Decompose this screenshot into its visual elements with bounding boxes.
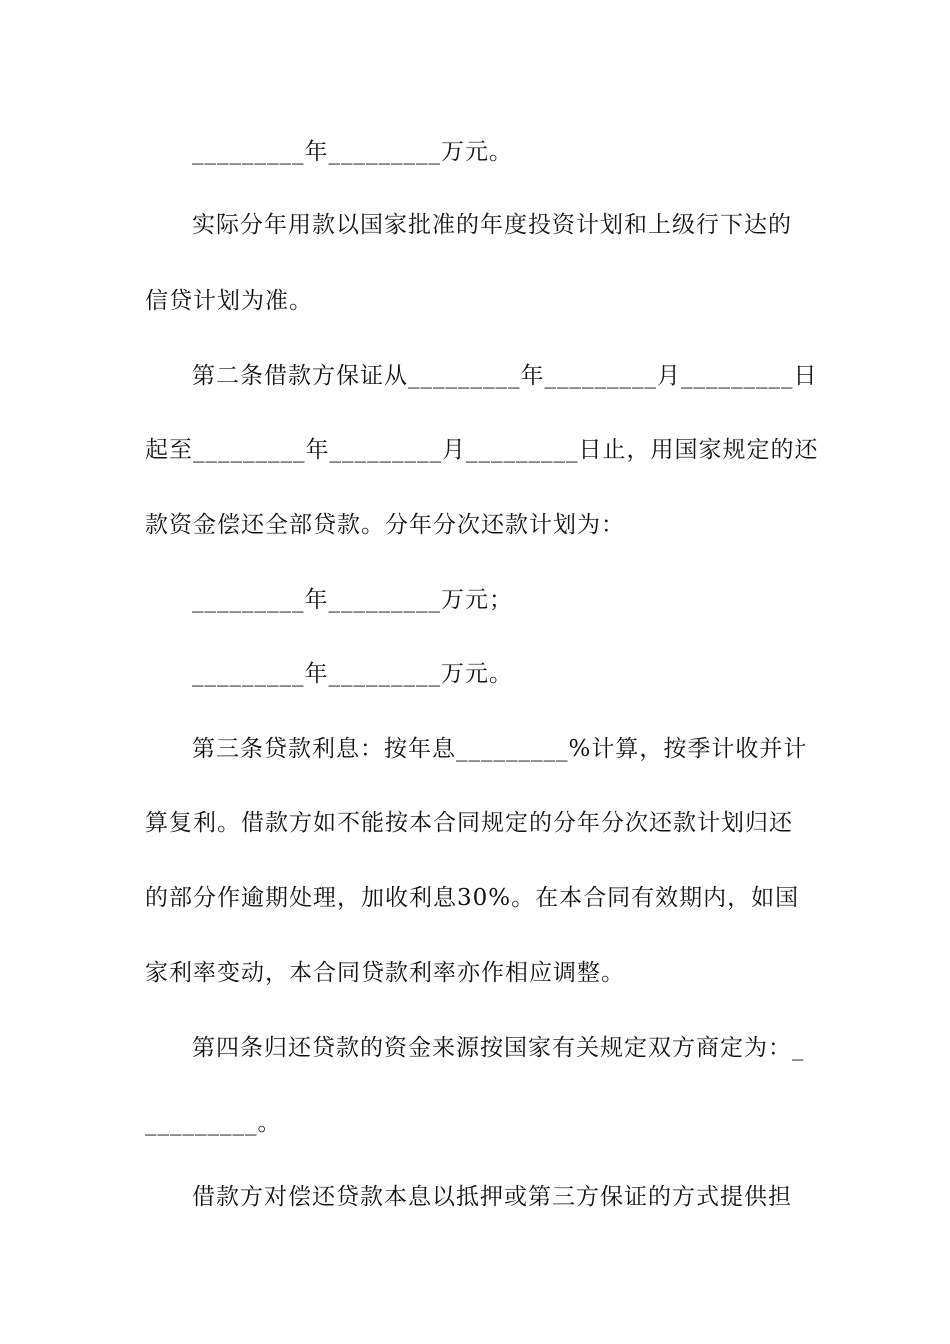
paragraph-line xyxy=(0,356,950,396)
paragraph-line xyxy=(0,803,950,843)
paragraph-line xyxy=(0,729,950,769)
line-text: 第四条归还贷款的资金来源按国家有关规定双方商定为：_ xyxy=(192,1035,805,1061)
paragraph-line xyxy=(0,1103,950,1143)
paragraph-line xyxy=(0,953,950,993)
paragraph-line xyxy=(0,580,950,620)
line-text: 借款方对偿还贷款本息以抵押或第三方保证的方式提供担 xyxy=(192,1184,792,1210)
line-text: 信贷计划为准。 xyxy=(145,288,313,314)
paragraph-line xyxy=(0,654,950,694)
line-text: 实际分年用款以国家批准的年度投资计划和上级行下达的 xyxy=(192,212,792,238)
line-text: 的部分作逾期处理，加收利息30%。在本合同有效期内，如国 xyxy=(145,885,800,911)
paragraph-line xyxy=(0,281,950,321)
paragraph-line xyxy=(0,878,950,918)
line-text: 算复利。借款方如不能按本合同规定的分年分次还款计划归还 xyxy=(145,810,793,836)
line-text: 家利率变动，本合同贷款利率亦作相应调整。 xyxy=(145,960,625,986)
line-text: 第三条贷款利息：按年息_________%计算，按季计收并计 xyxy=(192,736,808,762)
line-text: 起至_________年_________月_________日止，用国家规定的还 xyxy=(145,437,819,463)
paragraph-line xyxy=(0,132,950,172)
paragraph-line xyxy=(0,1028,950,1068)
paragraph-line xyxy=(0,205,950,245)
line-text: _________年_________万元。 xyxy=(192,661,513,687)
paragraph-line xyxy=(0,505,950,545)
line-text: 款资金偿还全部贷款。分年分次还款计划为： xyxy=(145,512,625,538)
paragraph-line xyxy=(0,430,950,470)
line-text: _________年_________万元； xyxy=(192,587,513,613)
line-text: _________年_________万元。 xyxy=(192,139,513,165)
paragraph-line xyxy=(0,1177,950,1217)
line-text: _________。 xyxy=(145,1110,282,1136)
line-text: 第二条借款方保证从_________年_________月_________日 xyxy=(192,363,818,389)
